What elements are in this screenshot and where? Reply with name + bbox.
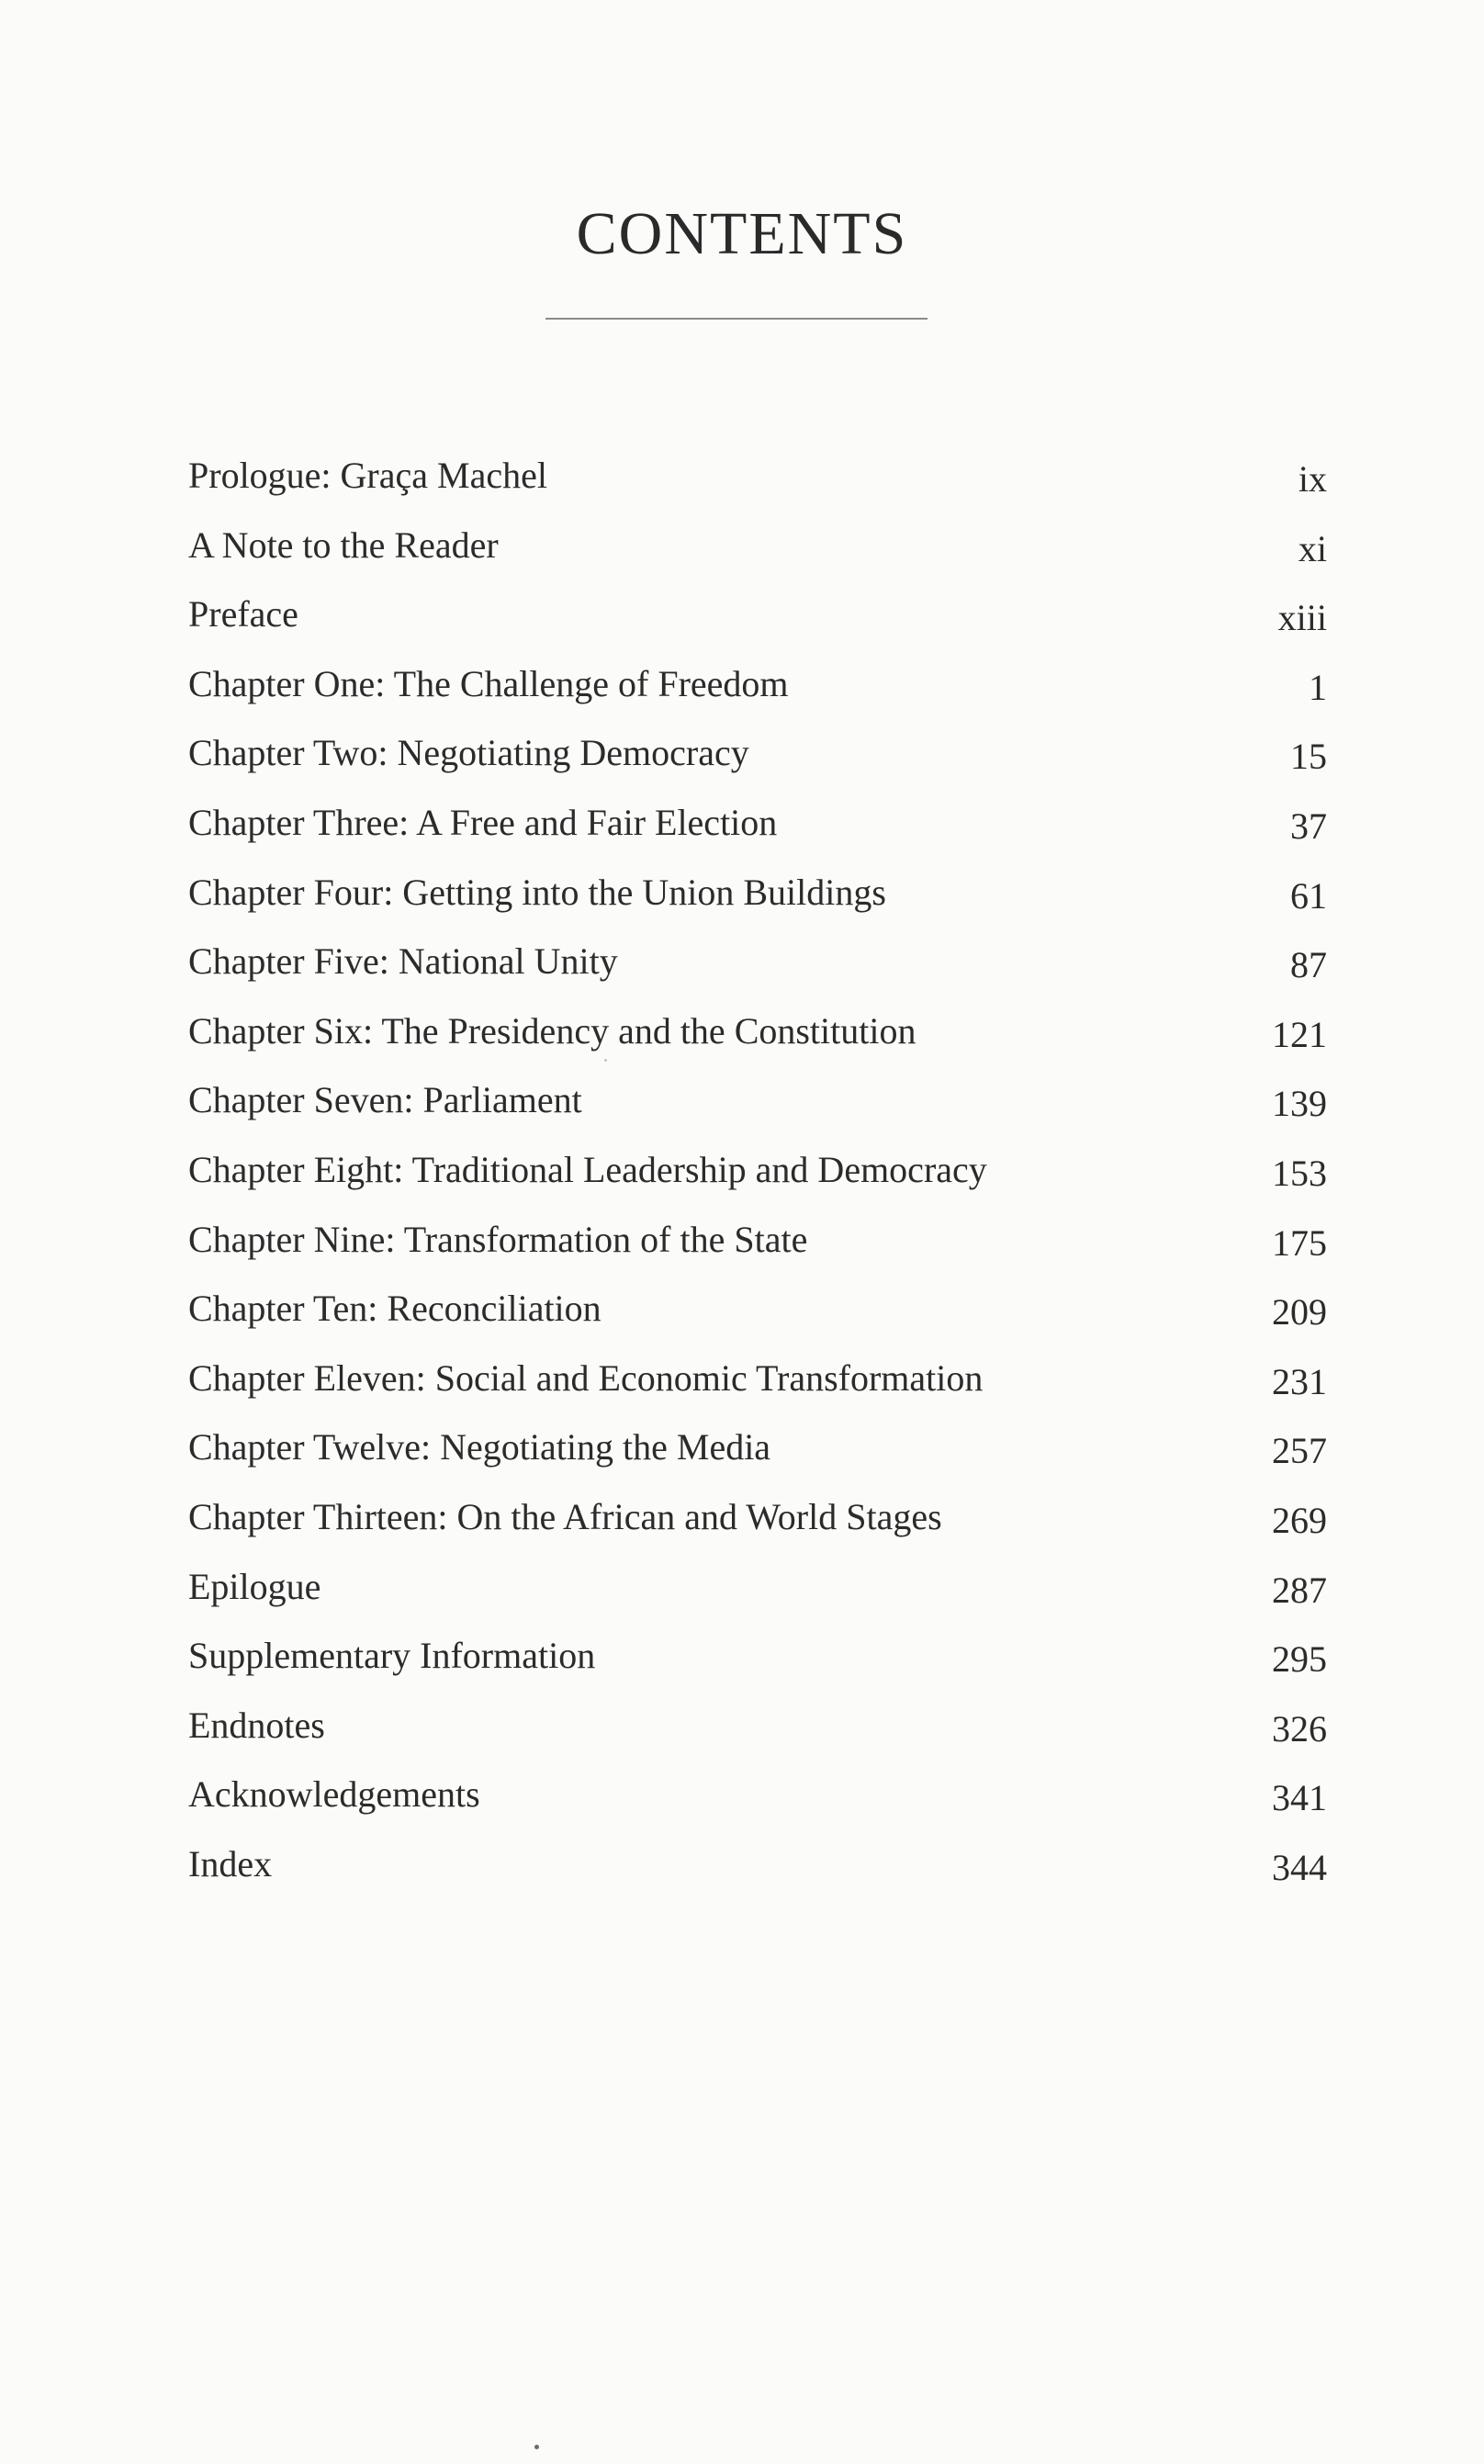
toc-entry-page: 175 [1272,1221,1327,1264]
toc-entry-title: Preface [188,593,298,636]
toc-entry-note-to-reader [188,520,1327,590]
toc-entry-page: 61 [1290,874,1327,917]
toc-entry-title: Index [188,1842,273,1885]
toc-entry-title: A Note to the Reader [188,523,499,566]
toc-entry-title: Chapter Thirteen: On the African and World Stages [188,1495,942,1537]
toc-entry-prologue [188,450,1327,520]
toc-entry-page: 344 [1272,1846,1327,1888]
toc-entry-page: ix [1298,458,1327,500]
toc-entry-chapter-10 [188,1283,1327,1353]
toc-entry-title: Chapter Seven: Parliament [188,1079,582,1121]
toc-entry-page: xi [1298,527,1327,569]
toc-entry-title: Chapter Nine: Transformation of the State [188,1218,808,1260]
toc-entry-supplementary-information [188,1630,1327,1700]
toc-entry-page: 326 [1272,1707,1327,1750]
table-of-contents [188,450,1327,1907]
toc-entry-chapter-1 [188,658,1327,728]
paper-speck [604,1059,607,1062]
toc-entry-index [188,1839,1327,1908]
toc-entry-chapter-4 [188,867,1327,937]
toc-entry-page: 87 [1290,944,1327,986]
toc-entry-page: xiii [1277,597,1327,639]
toc-entry-title: Endnotes [188,1704,325,1746]
toc-entry-page: 287 [1272,1569,1327,1611]
toc-entry-endnotes [188,1700,1327,1770]
toc-entry-chapter-13 [188,1491,1327,1561]
toc-entry-preface [188,589,1327,658]
toc-entry-page: 341 [1272,1777,1327,1819]
toc-entry-page: 121 [1272,1013,1327,1055]
toc-entry-title: Epilogue [188,1565,321,1607]
paper-speck [534,2445,539,2449]
toc-entry-title: Chapter Twelve: Negotiating the Media [188,1426,771,1468]
toc-entry-chapter-12 [188,1422,1327,1491]
toc-entry-chapter-11 [188,1353,1327,1423]
toc-entry-page: 209 [1272,1291,1327,1333]
toc-entry-page: 231 [1272,1360,1327,1402]
toc-entry-chapter-6 [188,1006,1327,1075]
toc-entry-title: Chapter Six: The Presidency and the Constitution [188,1009,916,1052]
toc-entry-title: Chapter Four: Getting into the Union Buildings [188,871,886,913]
toc-entry-chapter-8 [188,1144,1327,1214]
toc-entry-page: 295 [1272,1638,1327,1681]
toc-entry-title: Chapter Eight: Traditional Leadership and Democracy [188,1148,987,1190]
page-title: CONTENTS [576,200,908,267]
toc-entry-title: Chapter Eleven: Social and Economic Transformation [188,1356,984,1399]
toc-entry-chapter-2 [188,727,1327,797]
toc-entry-page: 257 [1272,1430,1327,1472]
title-underline [545,318,928,320]
toc-entry-page: 37 [1290,804,1327,847]
toc-entry-title: Supplementary Information [188,1635,596,1677]
toc-entry-page: 153 [1272,1152,1327,1194]
toc-entry-epilogue [188,1561,1327,1631]
toc-entry-title: Chapter One: The Challenge of Freedom [188,662,789,704]
toc-entry-title: Acknowledgements [188,1773,480,1816]
toc-entry-acknowledgements [188,1769,1327,1839]
toc-entry-chapter-9 [188,1214,1327,1284]
toc-entry-page: 15 [1290,736,1327,778]
toc-entry-page: 139 [1272,1083,1327,1125]
toc-entry-title: Chapter Ten: Reconciliation [188,1288,601,1330]
toc-entry-chapter-3 [188,797,1327,867]
toc-entry-title: Chapter Two: Negotiating Democracy [188,732,749,774]
toc-entry-page: 269 [1272,1499,1327,1541]
toc-entry-chapter-7 [188,1074,1327,1144]
toc-entry-title: Chapter Five: National Unity [188,940,618,983]
toc-entry-chapter-5 [188,936,1327,1006]
toc-entry-page: 1 [1309,666,1327,708]
toc-entry-title: Chapter Three: A Free and Fair Election [188,801,778,843]
toc-entry-title: Prologue: Graça Machel [188,455,547,496]
